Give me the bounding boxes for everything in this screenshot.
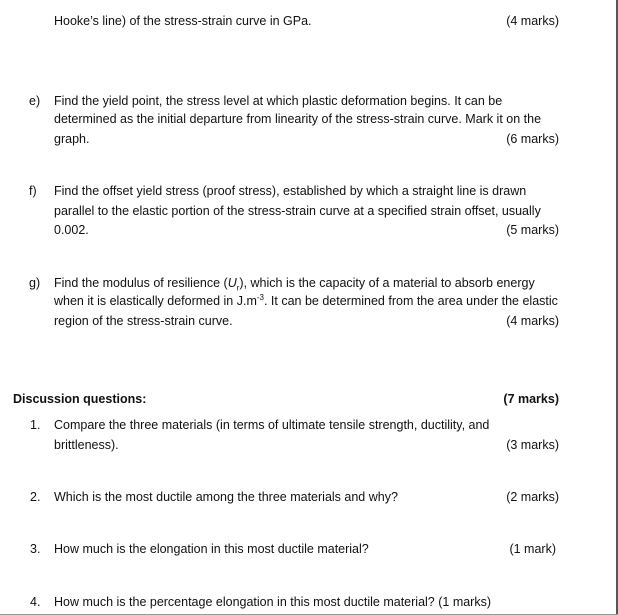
question-f-line1: Find the offset yield stress (proof stress), established by which a straight line is drawn (54, 184, 527, 198)
question-g-line1: Find the modulus of resilience $(U_r)$, which is the capacity of a material to absorb energy (54, 276, 535, 293)
discussion-heading: Discussion questions: (13, 392, 147, 406)
discussion-q2-marks: (2 marks) (506, 490, 559, 504)
question-e-line1: Find the yield point, the stress level at which plastic deformation begins. It can be (54, 94, 503, 108)
question-g-line2: when it is elastically deformed in $J.m^{-3}$. It can be determined from the area under the elastic (54, 292, 558, 308)
question-f-label: f) (29, 184, 37, 198)
discussion-q4-line1: How much is the percentage elongation in this most ductile material? (1 marks) (54, 595, 492, 609)
question-g-marks: (4 marks) (506, 314, 559, 328)
question-e-line3: graph. (54, 132, 90, 146)
discussion-q1-line2: brittleness). (54, 438, 119, 452)
question-e-line2: determined as the initial departure from linearity of the stress-strain curve. Mark it on the (54, 112, 542, 126)
discussion-q1-number: 1. (30, 418, 41, 432)
discussion-q3-line1: How much is the elongation in this most ductile material? (54, 542, 369, 556)
discussion-q2-number: 2. (30, 490, 41, 504)
discussion-marks: (7 marks) (503, 392, 559, 406)
discussion-q3-number: 3. (30, 542, 41, 556)
discussion-q2-line1: Which is the most ductile among the three materials and why? (54, 490, 398, 504)
question-g-line3: region of the stress-strain curve. (54, 314, 233, 328)
question-f-line2: parallel to the elastic portion of the stress-strain curve at a specified strain offset, usually (54, 204, 541, 218)
question-e-marks: (6 marks) (506, 132, 559, 146)
question-g-label: g) (29, 276, 41, 290)
discussion-q1-line1: Compare the three materials (in terms of ultimate tensile strength, ductility, and (54, 418, 490, 432)
question-e-label: e) (29, 94, 41, 108)
discussion-q1-marks: (3 marks) (506, 438, 559, 452)
question-f-marks: (5 marks) (506, 223, 559, 237)
top-line: Hooke’s line) of the stress-strain curve in GPa. (54, 14, 312, 28)
discussion-q3-marks: (1 mark) (509, 542, 556, 556)
discussion-q4-number: 4. (30, 595, 41, 609)
top-marks: (4 marks) (506, 14, 559, 28)
question-f-line3: 0.002. (54, 223, 89, 237)
